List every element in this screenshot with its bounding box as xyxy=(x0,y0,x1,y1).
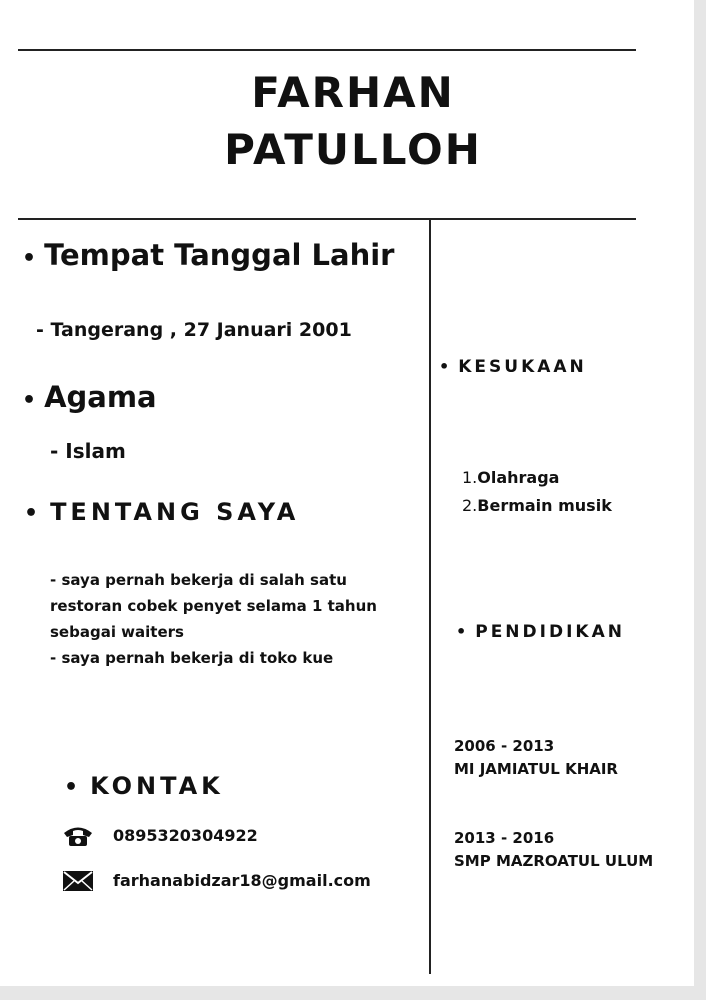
hobby-text: Olahraga xyxy=(477,468,560,487)
phone-number[interactable]: 0895320304922 xyxy=(113,826,258,845)
education-heading-text: PENDIDIKAN xyxy=(475,622,625,642)
birth-heading-text: Tempat Tanggal Lahir xyxy=(44,238,395,272)
about-heading xyxy=(24,498,299,526)
hobby-text: Bermain musik xyxy=(477,496,612,515)
contact-heading xyxy=(64,772,224,800)
email-address[interactable]: farhanabidzar18@gmail.com xyxy=(113,871,371,890)
envelope-icon xyxy=(62,870,94,892)
religion-value: - Islam xyxy=(50,439,126,463)
about-line: - saya pernah bekerja di salah satu xyxy=(50,571,347,589)
bullet: • xyxy=(456,622,470,641)
contact-heading-text: KONTAK xyxy=(90,772,224,800)
bullet: • xyxy=(24,501,43,526)
religion-heading-text: Agama xyxy=(44,380,157,414)
education-school: MI JAMIATUL KHAIR xyxy=(454,760,618,778)
bullet: • xyxy=(22,388,37,413)
name-first: FARHAN xyxy=(251,68,455,117)
religion-heading xyxy=(22,380,157,414)
education-entry xyxy=(454,735,618,781)
education-years: 2006 - 2013 xyxy=(454,737,555,755)
hobby-item xyxy=(462,496,612,515)
hobby-number: 1. xyxy=(462,468,478,487)
hobby-number: 2. xyxy=(462,496,478,515)
about-line: - saya pernah bekerja di toko kue xyxy=(50,649,334,667)
education-heading xyxy=(456,622,625,642)
bullet: • xyxy=(22,246,37,271)
header-divider xyxy=(18,218,636,220)
top-divider xyxy=(18,49,636,51)
bullet: • xyxy=(64,775,83,800)
education-entry xyxy=(454,827,653,873)
about-text xyxy=(50,567,377,671)
education-school: SMP MAZROATUL ULUM xyxy=(454,852,654,870)
about-line: restoran cobek penyet selama 1 tahun xyxy=(50,597,377,615)
birth-heading xyxy=(22,238,394,272)
about-heading-text: TENTANG SAYA xyxy=(50,498,300,526)
about-line: sebagai waiters xyxy=(50,623,184,641)
bullet: • xyxy=(439,357,453,376)
hobbies-heading xyxy=(439,357,587,377)
education-years: 2013 - 2016 xyxy=(454,829,555,847)
column-divider xyxy=(429,218,431,974)
telephone-icon xyxy=(62,824,94,848)
hobby-item xyxy=(462,468,559,487)
hobbies-heading-text: KESUKAAN xyxy=(458,357,587,377)
name-last: PATULLOH xyxy=(224,125,482,174)
birth-value: - Tangerang , 27 Januari 2001 xyxy=(36,319,352,341)
